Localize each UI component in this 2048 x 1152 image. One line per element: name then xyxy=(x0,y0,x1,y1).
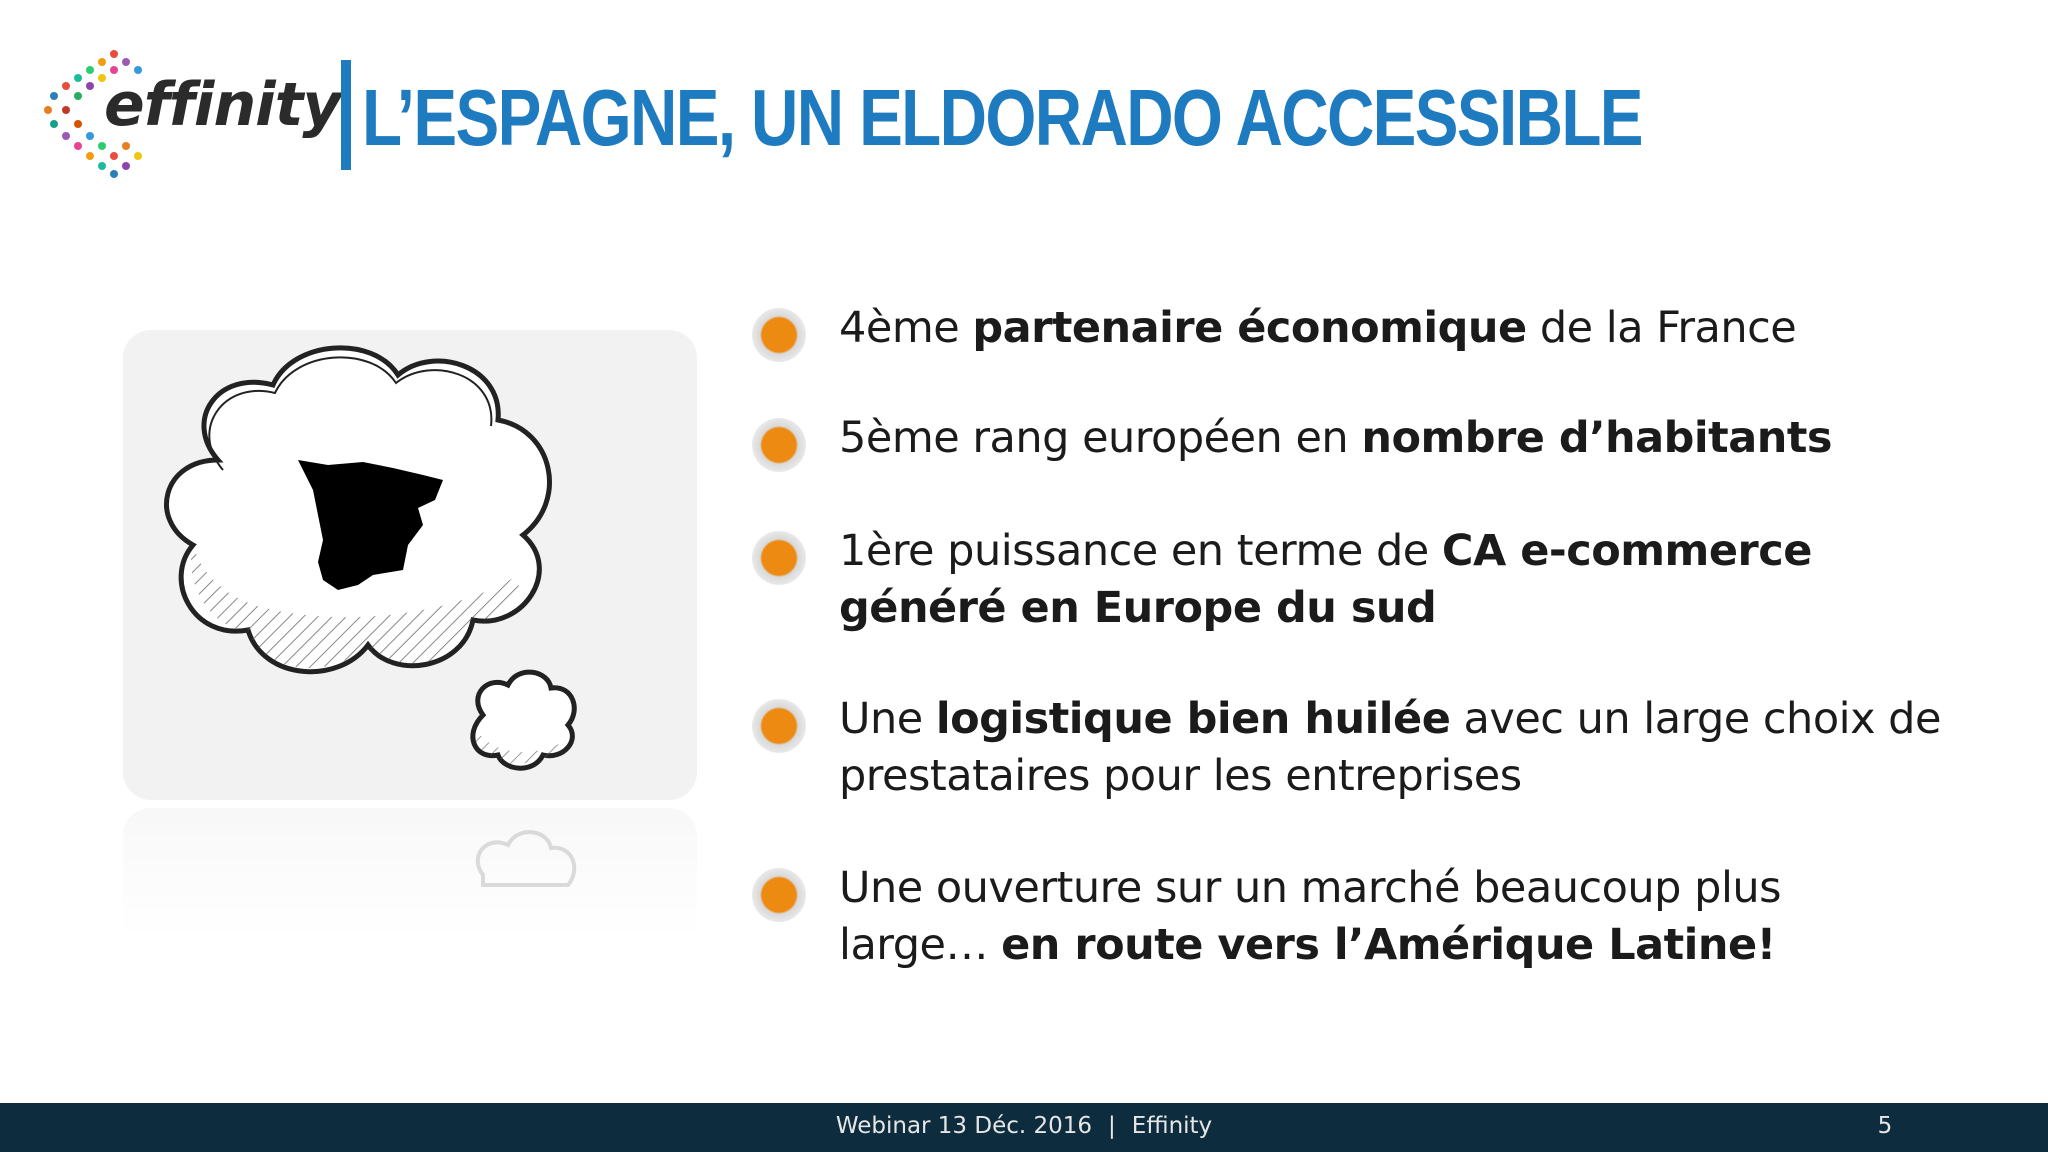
footer-caption xyxy=(0,1113,2048,1139)
effinity-logo xyxy=(44,48,341,178)
bullet-text: 1ère puissance en terme de CA e-commerce généré en Europe du sud xyxy=(839,526,1812,633)
bullet-dot-icon xyxy=(752,308,806,362)
bullet-text: Une ouverture sur un marché beaucoup plus large… en route vers l’Amérique Latine! xyxy=(839,863,1782,970)
footer-brand: Effinity xyxy=(1131,1113,1213,1139)
bullet-dot-icon xyxy=(752,699,806,753)
page-number: 5 xyxy=(1877,1113,1893,1139)
bullet-text: 5ème rang européen en nombre d’habitants xyxy=(839,413,1833,463)
footer-separator: | xyxy=(1108,1113,1116,1139)
thought-bubble-spain-icon xyxy=(123,330,697,950)
footer-bar xyxy=(0,1103,2048,1152)
logo-text: effinity xyxy=(104,70,341,140)
bullet-text: Une logistique bien huilée avec un large choix de prestataires pour les entreprises xyxy=(839,694,1941,801)
page-title: L’ESPAGNE, UN ELDORADO ACCESSIBLE xyxy=(362,73,1642,162)
title-accent-bar xyxy=(341,60,351,170)
footer-event: Webinar 13 Déc. 2016 xyxy=(835,1113,1093,1139)
bullet-dot-icon xyxy=(752,418,806,472)
bullet-text: 4ème partenaire économique de la France xyxy=(839,303,1797,353)
bullet-dot-icon xyxy=(752,868,806,922)
bullet-dot-icon xyxy=(752,531,806,585)
